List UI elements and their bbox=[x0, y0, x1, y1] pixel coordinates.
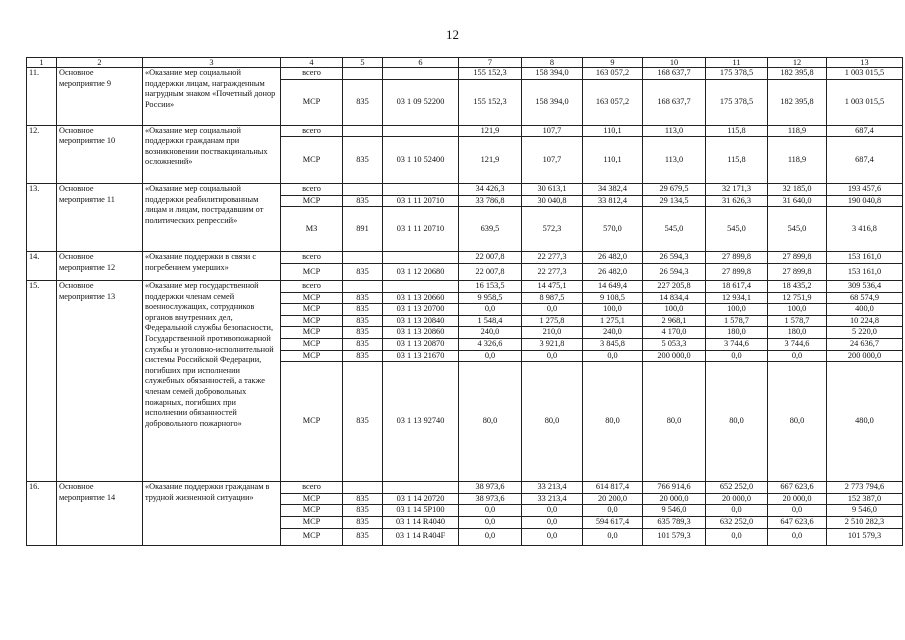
executor: МСР bbox=[281, 304, 343, 316]
executor: МСР bbox=[281, 195, 343, 207]
budget-code bbox=[383, 482, 459, 494]
amount-cell: 0,0 bbox=[459, 505, 522, 517]
amount-cell: 1 275,8 bbox=[522, 315, 583, 327]
amount-cell: 5 220,0 bbox=[827, 327, 903, 339]
grbs-code bbox=[343, 184, 383, 196]
header-row bbox=[27, 58, 903, 68]
amount-cell: 9 546,0 bbox=[643, 505, 706, 517]
amount-cell: 2 510 282,3 bbox=[827, 516, 903, 528]
amount-cell: 180,0 bbox=[706, 327, 768, 339]
amount-cell: 14 649,4 bbox=[583, 280, 643, 292]
budget-code: 03 1 14 20720 bbox=[383, 493, 459, 505]
table-row bbox=[27, 482, 903, 494]
budget-code: 03 1 13 20660 bbox=[383, 292, 459, 304]
budget-code bbox=[383, 252, 459, 264]
grbs-code: 835 bbox=[343, 292, 383, 304]
amount-cell: 22 007,8 bbox=[459, 263, 522, 280]
amount-cell: 480,0 bbox=[827, 362, 903, 482]
amount-cell: 27 899,8 bbox=[768, 263, 827, 280]
amount-cell: 2 968,1 bbox=[643, 315, 706, 327]
amount-cell: 9 108,5 bbox=[583, 292, 643, 304]
amount-cell: 1 003 015,5 bbox=[827, 79, 903, 125]
executor: всего bbox=[281, 184, 343, 196]
amount-cell: 80,0 bbox=[643, 362, 706, 482]
amount-cell: 240,0 bbox=[459, 327, 522, 339]
col-header: 9 bbox=[583, 58, 643, 68]
row-number: 12. bbox=[27, 125, 57, 184]
amount-cell: 32 185,0 bbox=[768, 184, 827, 196]
executor: всего bbox=[281, 252, 343, 264]
amount-cell: 80,0 bbox=[706, 362, 768, 482]
amount-cell: 30 613,1 bbox=[522, 184, 583, 196]
amount-cell: 30 040,8 bbox=[522, 195, 583, 207]
amount-cell: 14 475,1 bbox=[522, 280, 583, 292]
amount-cell: 0,0 bbox=[768, 528, 827, 545]
budget-table bbox=[26, 57, 903, 546]
executor: МСР bbox=[281, 315, 343, 327]
amount-cell: 118,9 bbox=[768, 125, 827, 137]
amount-cell: 400,0 bbox=[827, 304, 903, 316]
grbs-code bbox=[343, 125, 383, 137]
amount-cell: 20 000,0 bbox=[643, 493, 706, 505]
amount-cell: 10 224,8 bbox=[827, 315, 903, 327]
table-body bbox=[27, 68, 903, 546]
grbs-code: 835 bbox=[343, 195, 383, 207]
executor: МСР bbox=[281, 505, 343, 517]
executor: всего bbox=[281, 482, 343, 494]
executor: МСР bbox=[281, 338, 343, 350]
col-header: 13 bbox=[827, 58, 903, 68]
row-number: 15. bbox=[27, 280, 57, 481]
executor: МСР bbox=[281, 79, 343, 125]
table-row bbox=[27, 280, 903, 292]
event-description: «Оказание мер государственной поддержки членам семей военнослужащих, сотрудников органов внутренних дел, Федеральной службы безопасности, Государственной противопожарной службы и уголовно-исполнительной системы Российской Федерации, погибших при исполнении служебных обязанностей, а также членам семей добровольных пожарных, погибших при исполнении обязанностей добровольного пожарного» bbox=[143, 280, 281, 481]
executor: всего bbox=[281, 68, 343, 80]
amount-cell: 107,7 bbox=[522, 137, 583, 184]
amount-cell: 200 000,0 bbox=[643, 350, 706, 362]
table-row bbox=[27, 68, 903, 80]
amount-cell: 27 899,8 bbox=[768, 252, 827, 264]
grbs-code: 835 bbox=[343, 315, 383, 327]
amount-cell: 107,7 bbox=[522, 125, 583, 137]
event-description: «Оказание поддержки гражданам в трудной жизненной ситуации» bbox=[143, 482, 281, 545]
budget-code: 03 1 13 20860 bbox=[383, 327, 459, 339]
amount-cell: 168 637,7 bbox=[643, 68, 706, 80]
amount-cell: 80,0 bbox=[583, 362, 643, 482]
amount-cell: 22 277,3 bbox=[522, 263, 583, 280]
amount-cell: 5 053,3 bbox=[643, 338, 706, 350]
amount-cell: 121,9 bbox=[459, 137, 522, 184]
amount-cell: 18 617,4 bbox=[706, 280, 768, 292]
amount-cell: 0,0 bbox=[583, 350, 643, 362]
amount-cell: 110,1 bbox=[583, 137, 643, 184]
amount-cell: 33 213,4 bbox=[522, 493, 583, 505]
amount-cell: 0,0 bbox=[706, 528, 768, 545]
amount-cell: 153 161,0 bbox=[827, 252, 903, 264]
amount-cell: 0,0 bbox=[522, 350, 583, 362]
col-header: 6 bbox=[383, 58, 459, 68]
row-number: 13. bbox=[27, 184, 57, 252]
col-header: 5 bbox=[343, 58, 383, 68]
amount-cell: 27 899,8 bbox=[706, 252, 768, 264]
amount-cell: 115,8 bbox=[706, 137, 768, 184]
amount-cell: 182 395,8 bbox=[768, 79, 827, 125]
amount-cell: 210,0 bbox=[522, 327, 583, 339]
event-name: Основное мероприятие 14 bbox=[57, 482, 143, 545]
amount-cell: 0,0 bbox=[583, 528, 643, 545]
executor: МСР bbox=[281, 362, 343, 482]
amount-cell: 647 623,6 bbox=[768, 516, 827, 528]
amount-cell: 34 382,4 bbox=[583, 184, 643, 196]
col-header: 8 bbox=[522, 58, 583, 68]
col-header: 11 bbox=[706, 58, 768, 68]
event-name: Основное мероприятие 10 bbox=[57, 125, 143, 184]
table-row bbox=[27, 252, 903, 264]
amount-cell: 12 934,1 bbox=[706, 292, 768, 304]
amount-cell: 632 252,0 bbox=[706, 516, 768, 528]
grbs-code bbox=[343, 252, 383, 264]
amount-cell: 193 457,6 bbox=[827, 184, 903, 196]
event-name: Основное мероприятие 13 bbox=[57, 280, 143, 481]
amount-cell: 155 152,3 bbox=[459, 68, 522, 80]
amount-cell: 20 200,0 bbox=[583, 493, 643, 505]
amount-cell: 113,0 bbox=[643, 125, 706, 137]
amount-cell: 26 594,3 bbox=[643, 252, 706, 264]
grbs-code: 835 bbox=[343, 505, 383, 517]
budget-code: 03 1 14 R404F bbox=[383, 528, 459, 545]
amount-cell: 22 007,8 bbox=[459, 252, 522, 264]
amount-cell: 240,0 bbox=[583, 327, 643, 339]
amount-cell: 9 546,0 bbox=[827, 505, 903, 517]
budget-code: 03 1 13 20840 bbox=[383, 315, 459, 327]
amount-cell: 80,0 bbox=[459, 362, 522, 482]
amount-cell: 158 394,0 bbox=[522, 68, 583, 80]
grbs-code: 835 bbox=[343, 362, 383, 482]
amount-cell: 0,0 bbox=[459, 350, 522, 362]
amount-cell: 1 548,4 bbox=[459, 315, 522, 327]
amount-cell: 545,0 bbox=[706, 207, 768, 252]
executor: всего bbox=[281, 125, 343, 137]
executor: МСР bbox=[281, 350, 343, 362]
amount-cell: 29 679,5 bbox=[643, 184, 706, 196]
amount-cell: 12 751,9 bbox=[768, 292, 827, 304]
col-header: 3 bbox=[143, 58, 281, 68]
col-header: 7 bbox=[459, 58, 522, 68]
amount-cell: 121,9 bbox=[459, 125, 522, 137]
amount-cell: 190 040,8 bbox=[827, 195, 903, 207]
amount-cell: 38 973,6 bbox=[459, 493, 522, 505]
grbs-code: 835 bbox=[343, 338, 383, 350]
amount-cell: 1 003 015,5 bbox=[827, 68, 903, 80]
amount-cell: 100,0 bbox=[583, 304, 643, 316]
amount-cell: 152 387,0 bbox=[827, 493, 903, 505]
amount-cell: 0,0 bbox=[522, 304, 583, 316]
budget-code: 03 1 14 5Р100 bbox=[383, 505, 459, 517]
executor: МСР bbox=[281, 516, 343, 528]
amount-cell: 687,4 bbox=[827, 125, 903, 137]
amount-cell: 594 617,4 bbox=[583, 516, 643, 528]
amount-cell: 38 973,6 bbox=[459, 482, 522, 494]
event-description: «Оказание мер социальной поддержки реабилитированным лицам и лицам, пострадавшим от политических репрессий» bbox=[143, 184, 281, 252]
amount-cell: 20 000,0 bbox=[768, 493, 827, 505]
budget-code: 03 1 10 52400 bbox=[383, 137, 459, 184]
grbs-code: 835 bbox=[343, 327, 383, 339]
executor: МЗ bbox=[281, 207, 343, 252]
budget-code: 03 1 13 21670 bbox=[383, 350, 459, 362]
event-name: Основное мероприятие 12 bbox=[57, 252, 143, 281]
amount-cell: 0,0 bbox=[459, 516, 522, 528]
amount-cell: 2 773 794,6 bbox=[827, 482, 903, 494]
amount-cell: 572,3 bbox=[522, 207, 583, 252]
amount-cell: 113,0 bbox=[643, 137, 706, 184]
grbs-code: 835 bbox=[343, 263, 383, 280]
row-number: 16. bbox=[27, 482, 57, 545]
amount-cell: 1 578,7 bbox=[768, 315, 827, 327]
col-header: 1 bbox=[27, 58, 57, 68]
amount-cell: 0,0 bbox=[583, 505, 643, 517]
event-name: Основное мероприятие 9 bbox=[57, 68, 143, 126]
amount-cell: 667 623,6 bbox=[768, 482, 827, 494]
amount-cell: 3 744,6 bbox=[706, 338, 768, 350]
amount-cell: 0,0 bbox=[522, 528, 583, 545]
amount-cell: 168 637,7 bbox=[643, 79, 706, 125]
executor: МСР bbox=[281, 263, 343, 280]
amount-cell: 33 213,4 bbox=[522, 482, 583, 494]
amount-cell: 100,0 bbox=[706, 304, 768, 316]
amount-cell: 118,9 bbox=[768, 137, 827, 184]
amount-cell: 0,0 bbox=[768, 350, 827, 362]
amount-cell: 80,0 bbox=[768, 362, 827, 482]
amount-cell: 18 435,2 bbox=[768, 280, 827, 292]
amount-cell: 163 057,2 bbox=[583, 68, 643, 80]
grbs-code bbox=[343, 280, 383, 292]
amount-cell: 175 378,5 bbox=[706, 79, 768, 125]
amount-cell: 22 277,3 bbox=[522, 252, 583, 264]
table-row bbox=[27, 184, 903, 196]
grbs-code: 835 bbox=[343, 137, 383, 184]
amount-cell: 115,8 bbox=[706, 125, 768, 137]
amount-cell: 29 134,5 bbox=[643, 195, 706, 207]
amount-cell: 0,0 bbox=[768, 505, 827, 517]
amount-cell: 100,0 bbox=[768, 304, 827, 316]
amount-cell: 26 482,0 bbox=[583, 263, 643, 280]
amount-cell: 3 921,8 bbox=[522, 338, 583, 350]
event-name: Основное мероприятие 11 bbox=[57, 184, 143, 252]
amount-cell: 0,0 bbox=[522, 516, 583, 528]
budget-code: 03 1 13 20700 bbox=[383, 304, 459, 316]
amount-cell: 20 000,0 bbox=[706, 493, 768, 505]
event-description: «Оказание поддержки в связи с погребением умерших» bbox=[143, 252, 281, 281]
row-number: 11. bbox=[27, 68, 57, 126]
event-description: «Оказание мер социальной поддержки гражданам при возникновении поствакцинальных осложнений» bbox=[143, 125, 281, 184]
grbs-code: 891 bbox=[343, 207, 383, 252]
amount-cell: 3 845,8 bbox=[583, 338, 643, 350]
amount-cell: 182 395,8 bbox=[768, 68, 827, 80]
amount-cell: 163 057,2 bbox=[583, 79, 643, 125]
grbs-code: 835 bbox=[343, 493, 383, 505]
amount-cell: 153 161,0 bbox=[827, 263, 903, 280]
amount-cell: 80,0 bbox=[522, 362, 583, 482]
amount-cell: 614 817,4 bbox=[583, 482, 643, 494]
amount-cell: 639,5 bbox=[459, 207, 522, 252]
page-number: 12 bbox=[446, 27, 459, 42]
amount-cell: 1 275,1 bbox=[583, 315, 643, 327]
amount-cell: 101 579,3 bbox=[827, 528, 903, 545]
amount-cell: 16 153,5 bbox=[459, 280, 522, 292]
amount-cell: 635 789,3 bbox=[643, 516, 706, 528]
grbs-code: 835 bbox=[343, 79, 383, 125]
budget-code: 03 1 11 20710 bbox=[383, 195, 459, 207]
amount-cell: 687,4 bbox=[827, 137, 903, 184]
amount-cell: 8 987,5 bbox=[522, 292, 583, 304]
amount-cell: 31 626,3 bbox=[706, 195, 768, 207]
amount-cell: 9 958,5 bbox=[459, 292, 522, 304]
executor: МСР bbox=[281, 137, 343, 184]
amount-cell: 34 426,3 bbox=[459, 184, 522, 196]
budget-code: 03 1 09 52200 bbox=[383, 79, 459, 125]
row-number: 14. bbox=[27, 252, 57, 281]
budget-code: 03 1 14 R4040 bbox=[383, 516, 459, 528]
amount-cell: 1 578,7 bbox=[706, 315, 768, 327]
amount-cell: 570,0 bbox=[583, 207, 643, 252]
amount-cell: 200 000,0 bbox=[827, 350, 903, 362]
executor: всего bbox=[281, 280, 343, 292]
amount-cell: 158 394,0 bbox=[522, 79, 583, 125]
amount-cell: 26 482,0 bbox=[583, 252, 643, 264]
amount-cell: 545,0 bbox=[768, 207, 827, 252]
amount-cell: 0,0 bbox=[459, 304, 522, 316]
budget-code bbox=[383, 68, 459, 80]
amount-cell: 652 252,0 bbox=[706, 482, 768, 494]
amount-cell: 545,0 bbox=[643, 207, 706, 252]
budget-code: 03 1 12 20680 bbox=[383, 263, 459, 280]
executor: МСР bbox=[281, 327, 343, 339]
col-header: 2 bbox=[57, 58, 143, 68]
executor: МСР bbox=[281, 528, 343, 545]
amount-cell: 101 579,3 bbox=[643, 528, 706, 545]
amount-cell: 227 205,8 bbox=[643, 280, 706, 292]
budget-code: 03 1 11 20710 bbox=[383, 207, 459, 252]
grbs-code: 835 bbox=[343, 304, 383, 316]
amount-cell: 309 536,4 bbox=[827, 280, 903, 292]
amount-cell: 0,0 bbox=[459, 528, 522, 545]
grbs-code bbox=[343, 482, 383, 494]
grbs-code: 835 bbox=[343, 350, 383, 362]
grbs-code: 835 bbox=[343, 516, 383, 528]
budget-code bbox=[383, 184, 459, 196]
amount-cell: 27 899,8 bbox=[706, 263, 768, 280]
amount-cell: 33 812,4 bbox=[583, 195, 643, 207]
budget-code: 03 1 13 20870 bbox=[383, 338, 459, 350]
col-header: 10 bbox=[643, 58, 706, 68]
amount-cell: 100,0 bbox=[643, 304, 706, 316]
executor: МСР bbox=[281, 493, 343, 505]
amount-cell: 4 326,6 bbox=[459, 338, 522, 350]
event-description: «Оказание мер социальной поддержки лицам, награжденным нагрудным знаком «Почетный донор России» bbox=[143, 68, 281, 126]
amount-cell: 31 640,0 bbox=[768, 195, 827, 207]
amount-cell: 4 170,0 bbox=[643, 327, 706, 339]
amount-cell: 24 636,7 bbox=[827, 338, 903, 350]
budget-code bbox=[383, 280, 459, 292]
amount-cell: 0,0 bbox=[706, 505, 768, 517]
grbs-code: 835 bbox=[343, 528, 383, 545]
amount-cell: 32 171,3 bbox=[706, 184, 768, 196]
amount-cell: 68 574,9 bbox=[827, 292, 903, 304]
budget-code: 03 1 13 92740 bbox=[383, 362, 459, 482]
amount-cell: 175 378,5 bbox=[706, 68, 768, 80]
amount-cell: 26 594,3 bbox=[643, 263, 706, 280]
amount-cell: 110,1 bbox=[583, 125, 643, 137]
table-row bbox=[27, 125, 903, 137]
budget-code bbox=[383, 125, 459, 137]
amount-cell: 766 914,6 bbox=[643, 482, 706, 494]
grbs-code bbox=[343, 68, 383, 80]
col-header: 12 bbox=[768, 58, 827, 68]
amount-cell: 180,0 bbox=[768, 327, 827, 339]
amount-cell: 3 416,8 bbox=[827, 207, 903, 252]
amount-cell: 33 786,8 bbox=[459, 195, 522, 207]
amount-cell: 0,0 bbox=[522, 505, 583, 517]
col-header: 4 bbox=[281, 58, 343, 68]
executor: МСР bbox=[281, 292, 343, 304]
amount-cell: 3 744,6 bbox=[768, 338, 827, 350]
amount-cell: 0,0 bbox=[706, 350, 768, 362]
amount-cell: 14 834,4 bbox=[643, 292, 706, 304]
amount-cell: 155 152,3 bbox=[459, 79, 522, 125]
